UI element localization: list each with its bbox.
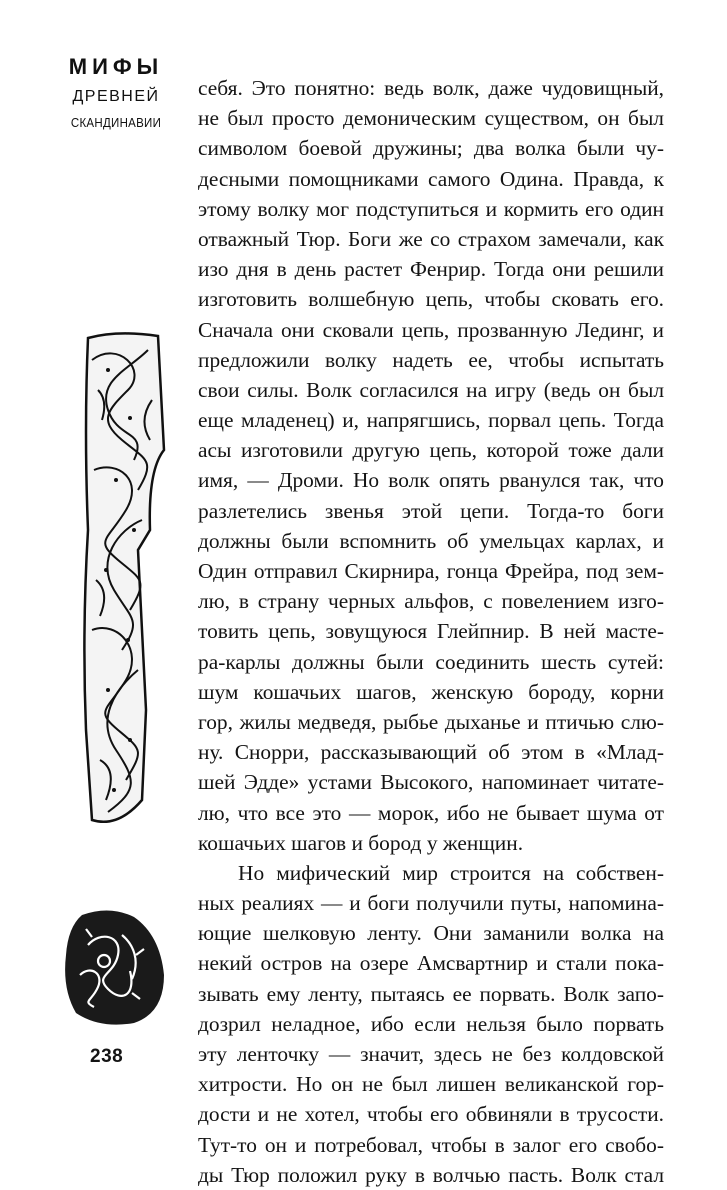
carved-panel-ornament [78, 330, 170, 830]
text-line: ну. Снорри, рассказывающий об этом в «Млад- [198, 740, 664, 765]
paragraph-end-line: кошачьих шагов и бород у женщин. [198, 830, 524, 855]
text-line: ра-карлы должны были соединить шесть сутей: [198, 649, 664, 674]
text-line: свои силы. Волк согласился на игру (ведь он был [198, 377, 664, 402]
text-line: не был просто демоническим существом, он был [198, 106, 664, 131]
text-line: Сначала они сковали цепь, прозванную Лединг, и [198, 317, 664, 342]
text-line: предложили волку надеть ее, чтобы испытать [198, 347, 664, 372]
text-line: этому волку мог подступиться и кормить его один [198, 196, 664, 221]
runestone-ornament [60, 905, 168, 1027]
text-line: шум кошачьих шагов, женскую бороду, корни [198, 679, 664, 704]
text-line: символом боевой дружины; два волка были чу- [198, 136, 664, 161]
running-head [62, 54, 170, 134]
text-line: некий остров на озере Амсвартнир и стали пока- [198, 951, 664, 976]
text-line: товить цепь, зовущуюся Глейпнир. В ней масте- [198, 619, 664, 644]
page-number: 238 [90, 1046, 124, 1067]
text-line: лю, в страну черных альфов, с повелением изго- [198, 589, 664, 614]
running-head-subtitle: ДРЕВНЕЙ [72, 88, 160, 105]
text-line: гор, жилы медведя, рыбье дыханье и птичью слю- [198, 709, 664, 734]
running-head-title: МИФЫ [68, 54, 164, 79]
text-line: зывать ему ленту, пытаясь ее порвать. Волк запо- [198, 981, 664, 1006]
running-head-region: СКАНДИНАВИИ [70, 116, 162, 130]
text-line: десными помощниками самого Одина. Правда, к [198, 166, 664, 191]
text-line: ных реалиях — и боги получили путы, напомина- [198, 891, 664, 916]
text-line: изготовить волшебную цепь, чтобы сковать его. [198, 287, 664, 312]
text-line: себя. Это понятно: ведь волк, даже чудовищный, [198, 76, 664, 100]
text-line: Один отправил Скирнира, гонца Фрейра, под зем- [198, 559, 664, 583]
text-line: ющие шелковую ленту. Они заманили волка на [198, 921, 664, 946]
text-line: шей Эдде» устами Высокого, напоминает читате- [198, 770, 664, 795]
text-line: разлетелись звенья этой цепи. Тогда-то боги [198, 498, 664, 523]
text-line: еще младенец) и, напрягшись, порвал цепь. Тогда [198, 408, 664, 433]
text-line: лю, что все это — морок, ибо не бывает шума от [198, 800, 664, 825]
main-text-block [198, 73, 664, 1190]
text-line: изо дня в день растет Фенрир. Тогда они решили [198, 257, 664, 282]
text-line: отважный Тюр. Боги же со страхом замечали, как [198, 226, 664, 251]
paragraph-first-line: Но мифический мир строится на собствен- [238, 860, 664, 885]
text-line: асы изготовили другую цепь, которой тоже дали [198, 438, 664, 463]
text-line: дости и не хотел, чтобы его обвиняли в трусости. [198, 1102, 664, 1127]
text-line: эту ленточку — значит, здесь не без колдовской [198, 1042, 664, 1066]
text-line: дозрил неладное, ибо если нельзя было порвать [198, 1011, 664, 1036]
text-line: имя, — Дроми. Но волк опять рванулся так, что [198, 468, 664, 493]
text-line: должны были вспомнить об умельцах карлах, и [198, 528, 664, 553]
text-line: ды Тюр положил руку в волчью пасть. Волк стал [198, 1162, 664, 1187]
text-line: хитрости. Но он не был лишен великанской гор- [198, 1072, 664, 1097]
text-line: Тут-то он и потребовал, чтобы в залог его свобо- [198, 1132, 664, 1157]
